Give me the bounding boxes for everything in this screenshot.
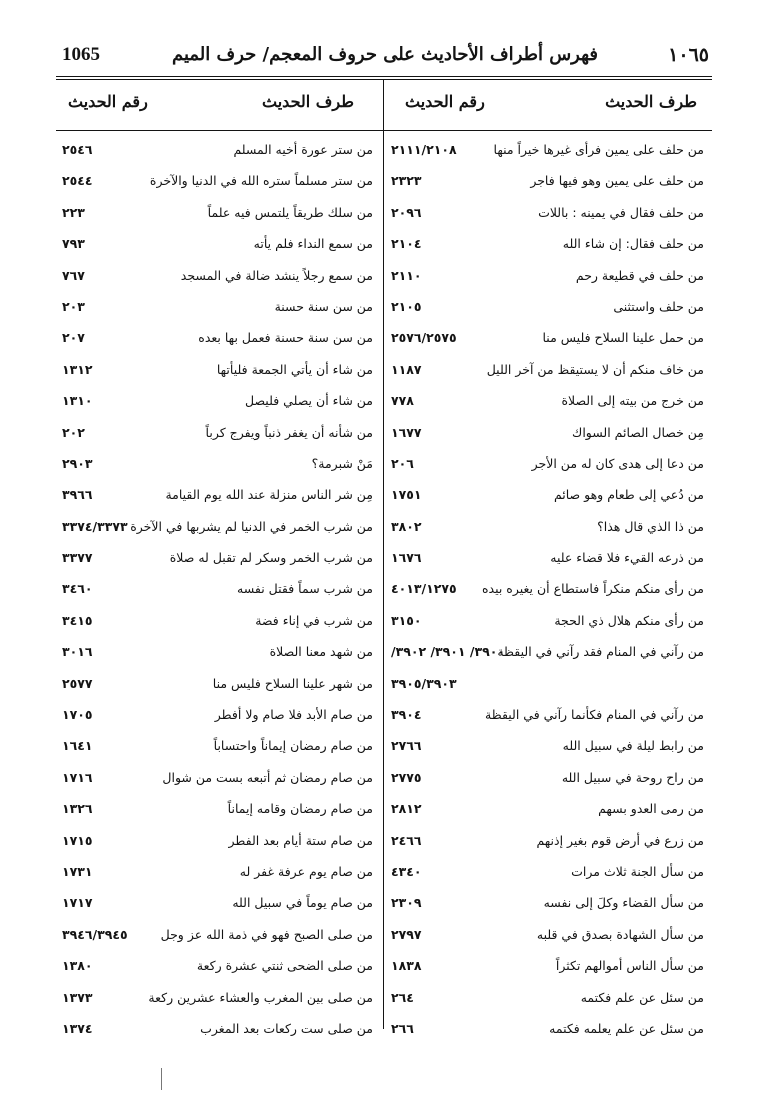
hadith-incipit: من صلى الضحى ثنتي عشرة ركعة	[196, 958, 373, 974]
index-entry	[56, 765, 383, 796]
hadith-number: ٣٤١٥	[62, 612, 93, 628]
hadith-incipit: من شهد معنا الصلاة	[269, 644, 373, 660]
hadith-incipit: من سمع رجلاً ينشد ضالة في المسجد	[180, 267, 373, 283]
hadith-number: ٢١١٠	[391, 267, 422, 283]
hadith-incipit: من شاء أن يصلي فليصل	[245, 393, 373, 409]
index-entry	[383, 922, 712, 953]
hadith-number: ٢٧٧٥	[391, 769, 422, 785]
index-entry	[56, 168, 383, 199]
index-entry	[56, 231, 383, 262]
hadith-number: ١٣١٠	[62, 393, 93, 409]
hadith-incipit: من صلى الصبح فهو في ذمة الله عز وجل	[160, 926, 373, 942]
hadith-incipit: من سمع النداء فلم يأته	[253, 236, 373, 252]
hadith-number: ٢٥٧٧	[62, 675, 93, 691]
hadith-incipit: من رابط ليلة في سبيل الله	[562, 738, 704, 754]
hadith-incipit: من رآني في المنام فكأنما رآني في اليقظة	[485, 707, 704, 723]
hadith-incipit: من سن سنة حسنة فعمل بها بعده	[198, 330, 373, 346]
hadith-number: ١٣١٢	[62, 361, 93, 377]
hadith-incipit: من شأنه أن يغفر ذنباً ويفرج كرباً	[205, 424, 373, 440]
hadith-incipit: من سلك طريقاً يلتمس فيه علماً	[207, 204, 373, 220]
hadith-incipit: من سن سنة حسنة	[274, 298, 373, 314]
index-entry	[56, 325, 383, 356]
index-entry	[383, 263, 712, 294]
index-entry	[383, 1016, 712, 1047]
hadith-number: ٢٢٣	[62, 204, 85, 220]
hadith-incipit: من صام الأبد فلا صام ولا أفطر	[214, 707, 373, 723]
hadith-incipit: من خرج من بيته إلى الصلاة	[561, 393, 704, 409]
hadith-number: ٢٦٤	[391, 989, 414, 1005]
page-number-latin: 1065	[62, 44, 100, 65]
index-entry	[383, 420, 712, 451]
hadith-incipit: من رمى العدو بسهم	[598, 801, 704, 817]
hadith-number: ٢٩٠٣	[62, 455, 93, 471]
hadith-incipit: من ذرعه القيء فلا قضاء عليه	[550, 550, 704, 566]
index-entry	[56, 514, 383, 545]
hadith-number: ٣٣٧٧	[62, 550, 93, 566]
hadith-incipit: من حلف واستثنى	[613, 298, 704, 314]
index-entry	[383, 325, 712, 356]
index-entry	[383, 639, 712, 670]
hadith-number: ٢٤٦٦	[391, 832, 422, 848]
hadith-incipit: من شاء أن يأتي الجمعة فليأتها	[216, 361, 373, 377]
index-entry	[56, 137, 383, 168]
hadith-number: ٢١٠٤	[391, 236, 422, 252]
hadith-number: ٢٥٤٤	[62, 173, 93, 189]
hadith-number: ٢٧٦٦	[391, 738, 422, 754]
hadith-incipit: من سأل الجنة ثلاث مرات	[571, 863, 704, 879]
hadith-incipit: من صام رمضان إيماناً واحتساباً	[213, 738, 373, 754]
hadith-incipit: من صام يوماً في سبيل الله	[232, 895, 373, 911]
index-entry	[56, 545, 383, 576]
hadith-number: ٧٧٨	[391, 393, 414, 409]
index-entry	[56, 985, 383, 1016]
hadith-number: ٢٧٩٧	[391, 926, 422, 942]
index-entry	[383, 576, 712, 607]
index-entry	[383, 482, 712, 513]
hadith-incipit: من رأى منكم منكراً فاستطاع أن يغيره بيده	[481, 581, 704, 597]
hadith-number: ٤٣٤٠	[391, 863, 422, 879]
hadith-number: ٣٩٠٠/ ٣٩٠١/ ٣٩٠٢/	[391, 644, 506, 660]
hadith-number: ٣٩٠٥/٣٩٠٣	[391, 675, 457, 691]
index-entry	[383, 671, 712, 702]
hadith-number: ٣٣٧٤/٣٣٧٣	[62, 518, 128, 534]
left-text-header: طرف الحديث	[262, 92, 354, 111]
hadith-incipit: من خاف منكم أن لا يستيقظ من آخر الليل	[486, 361, 704, 377]
index-entry	[56, 294, 383, 325]
hadith-incipit: من رأى منكم هلال ذي الحجة	[554, 612, 704, 628]
index-entry	[383, 796, 712, 827]
hadith-number: ٣٤٦٠	[62, 581, 93, 597]
hadith-number: ٧٩٣	[62, 236, 85, 252]
hadith-incipit: من سأل الناس أموالهم تكثراً	[555, 958, 704, 974]
index-entry	[383, 828, 712, 859]
hadith-number: ٢٠٦	[391, 455, 414, 471]
index-entry	[56, 828, 383, 859]
scan-mark	[161, 1068, 162, 1090]
index-entry	[56, 702, 383, 733]
index-entry	[56, 953, 383, 984]
hadith-number: ١٣٧٣	[62, 989, 93, 1005]
index-entry	[383, 200, 712, 231]
index-entry	[383, 608, 712, 639]
index-entry	[383, 953, 712, 984]
index-entry	[56, 639, 383, 670]
index-entry	[383, 451, 712, 482]
index-entry	[56, 200, 383, 231]
index-entry	[383, 168, 712, 199]
hadith-number: ١٦٤١	[62, 738, 93, 754]
hadith-number: ٣٩٠٤	[391, 707, 422, 723]
hadith-incipit: من زرع في أرض قوم بغير إذنهم	[536, 832, 704, 848]
hadith-number: ١٧١٧	[62, 895, 93, 911]
hadith-number: ٣٠١٦	[62, 644, 93, 660]
column-header-rule	[56, 130, 712, 131]
hadith-number: ١٧٠٥	[62, 707, 93, 723]
hadith-incipit: من حلف على يمين فرأى غيرها خيراً منها	[493, 142, 704, 157]
hadith-number: ٢٠٩٦	[391, 204, 422, 220]
hadith-incipit: من صام يوم عرفة غفر له	[239, 863, 373, 879]
hadith-incipit: من سئل عن علم فكتمه	[580, 989, 704, 1005]
hadith-number: ١٣٧٤	[62, 1020, 93, 1036]
index-entry	[56, 420, 383, 451]
index-entry	[383, 231, 712, 262]
index-entry	[56, 482, 383, 513]
hadith-incipit: من شرب سماً فقتل نفسه	[237, 581, 373, 597]
index-entry	[383, 514, 712, 545]
hadith-incipit: من شرب في إناء فضة	[255, 612, 373, 628]
hadith-incipit: من ذا الذي قال هذا؟	[597, 518, 704, 534]
hadith-number: ٢٥٧٦/٢٥٧٥	[391, 330, 457, 346]
right-text-header: طرف الحديث	[605, 92, 697, 111]
hadith-incipit: من حلف فقال: إن شاء الله	[562, 236, 704, 252]
hadith-incipit: من رآني في المنام فقد رآني في اليقظة	[497, 644, 704, 660]
header-rule	[56, 76, 712, 77]
hadith-number: ٢١١١/٢١٠٨	[391, 142, 457, 157]
header-rule	[56, 79, 712, 80]
index-entry	[56, 859, 383, 890]
index-entry	[383, 859, 712, 890]
hadith-incipit: من صلى بين المغرب والعشاء عشرين ركعة	[148, 989, 373, 1005]
hadith-number: ٢٠٣	[62, 298, 85, 314]
index-entry	[383, 985, 712, 1016]
hadith-incipit: من حلف في قطيعة رحم	[575, 267, 704, 283]
hadith-number: ٢٦٦	[391, 1020, 414, 1036]
hadith-incipit: مِن شر الناس منزلة عند الله يوم القيامة	[165, 487, 373, 503]
index-entry	[56, 451, 383, 482]
hadith-number: ٤٠١٣/١٢٧٥	[391, 581, 457, 597]
hadith-incipit: من صلى ست ركعات بعد المغرب	[200, 1020, 373, 1036]
hadith-number: ٢٣٢٣	[391, 173, 422, 189]
index-entry	[56, 796, 383, 827]
hadith-incipit: من صام ستة أيام بعد الفطر	[228, 832, 373, 848]
hadith-incipit: من حمل علينا السلاح فليس منا	[542, 330, 704, 346]
hadith-number: ٣٨٠٢	[391, 518, 422, 534]
left-number-header: رقم الحديث	[68, 92, 148, 111]
hadith-incipit: من راح روحة في سبيل الله	[561, 769, 704, 785]
hadith-number: ١٨٣٨	[391, 958, 422, 974]
hadith-incipit: مَنْ شبرمة؟	[311, 455, 373, 471]
hadith-incipit: من شرب الخمر وسكر لم تقبل له صلاة	[169, 550, 373, 566]
page-number-arabic: ١٠٦٥	[668, 45, 709, 66]
index-entry	[383, 388, 712, 419]
hadith-number: ٢٥٤٦	[62, 142, 93, 157]
hadith-number: ٣٩٦٦	[62, 487, 93, 503]
hadith-incipit: من دُعي إلى طعام وهو صائم	[553, 487, 704, 503]
index-entry	[56, 576, 383, 607]
index-entry	[56, 608, 383, 639]
running-title: فهرس أطراف الأحاديث على حروف المعجم/ حرف الميم	[171, 44, 599, 65]
index-entry	[383, 702, 712, 733]
index-entry	[383, 765, 712, 796]
index-entry	[383, 357, 712, 388]
hadith-incipit: من ستر عورة أخيه المسلم	[233, 142, 373, 157]
hadith-number: ١٧٣١	[62, 863, 93, 879]
hadith-incipit: من حلف على يمين وهو فيها فاجر	[530, 173, 704, 189]
right-index-column	[383, 137, 712, 1047]
hadith-number: ٢١٠٥	[391, 298, 422, 314]
hadith-number: ٣١٥٠	[391, 612, 422, 628]
index-entry	[56, 388, 383, 419]
hadith-incipit: من دعا إلى هدى كان له من الأجر	[531, 455, 704, 471]
hadith-incipit: من صام رمضان وقامه إيماناً	[227, 801, 373, 817]
hadith-incipit: من شهر علينا السلاح فليس منا	[212, 675, 373, 691]
index-entry	[56, 357, 383, 388]
index-entry	[383, 733, 712, 764]
hadith-number: ٢٠٧	[62, 330, 85, 346]
index-entry	[383, 890, 712, 921]
index-entry	[56, 733, 383, 764]
index-entry	[383, 545, 712, 576]
right-number-header: رقم الحديث	[405, 92, 485, 111]
hadith-number: ١٦٧٧	[391, 424, 422, 440]
hadith-number: ١٧١٥	[62, 832, 93, 848]
hadith-incipit: من سأل الشهادة بصدق في قلبه	[536, 926, 704, 942]
hadith-number: ١١٨٧	[391, 361, 422, 377]
index-entry	[56, 922, 383, 953]
index-entry	[56, 263, 383, 294]
left-index-column	[56, 137, 383, 1047]
index-entry	[383, 294, 712, 325]
index-entry	[383, 137, 712, 168]
hadith-incipit: من شرب الخمر في الدنيا لم يشربها في الآخرة	[130, 518, 373, 534]
hadith-number: ٢٠٢	[62, 424, 85, 440]
hadith-incipit: من صام رمضان ثم أتبعه بست من شوال	[162, 769, 373, 785]
hadith-number: ٣٩٤٦/٣٩٤٥	[62, 926, 128, 942]
index-entry	[56, 890, 383, 921]
hadith-incipit: من ستر مسلماً ستره الله في الدنيا والآخرة	[149, 173, 373, 189]
index-entry	[56, 1016, 383, 1047]
hadith-incipit: من سئل عن علم يعلمه فكتمه	[549, 1020, 704, 1036]
hadith-number: ١٧٥١	[391, 487, 422, 503]
hadith-number: ١٧١٦	[62, 769, 93, 785]
hadith-number: ١٣٨٠	[62, 958, 93, 974]
hadith-incipit: من حلف فقال في يمينه : باللات	[538, 204, 704, 220]
hadith-incipit: مِن خصال الصائم السواك	[572, 424, 704, 440]
hadith-number: ١٦٧٦	[391, 550, 422, 566]
hadith-number: ١٣٢٦	[62, 801, 93, 817]
hadith-number: ٧٦٧	[62, 267, 85, 283]
hadith-number: ٢٣٠٩	[391, 895, 422, 911]
hadith-number: ٢٨١٢	[391, 801, 422, 817]
hadith-incipit: من سأل القضاء وكلَ إلى نفسه	[543, 895, 704, 911]
index-entry	[56, 671, 383, 702]
